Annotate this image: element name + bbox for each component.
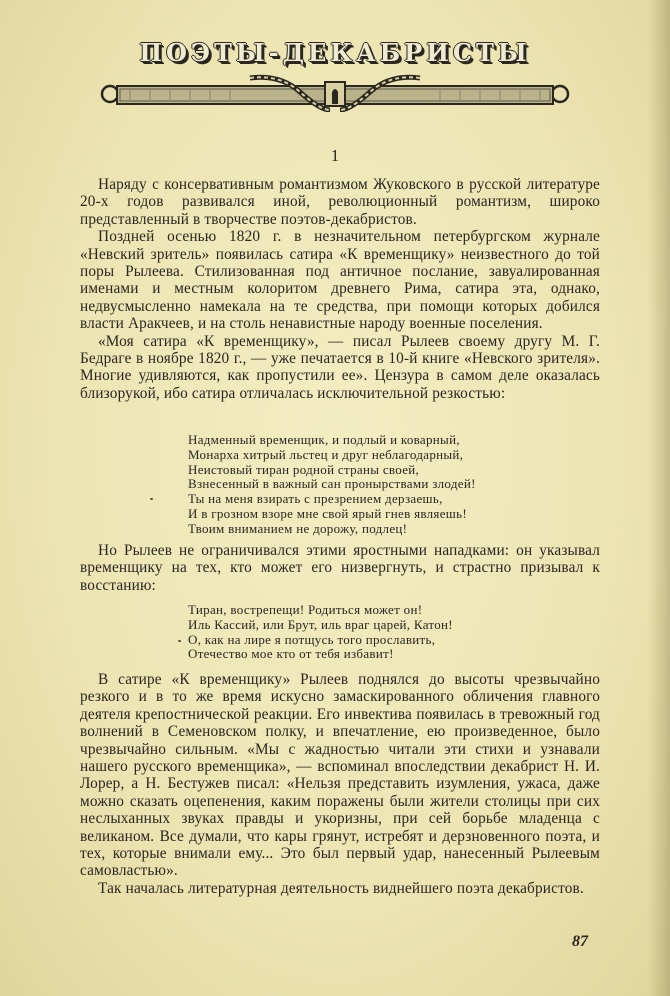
verse-quote-2 xyxy=(188,603,453,662)
verse-line: И в грозном взоре мне свой ярый гнев являешь! xyxy=(188,505,467,521)
verse-line: Неистовый тиран родной страны своей, xyxy=(188,461,420,477)
body-text-part-3 xyxy=(80,671,600,897)
verse-line: Взнесенный в важный сан пронырствами злодей! xyxy=(188,476,476,492)
paragraph: В сатире «К временщику» Рылеев поднялся до высоты чрезвычайно резкого и в то же время искусно замаскированного обличения главного деятеля крепостнической реакции. Его инвектива появилась в тревожный год волнений в Семеновском полку, и впечатление, ею произведенное, было чрезвычайно сильным. «Мы с жадностью читали эти стихи и узнавали нашего русского временщика», — вспоминал впоследствии декабрист Н. И. Лорер, а Н. Бестужев писал: «Нельзя представить изумления, ужаса, даже можно сказать оцепенения, каким поражены были жители столицы при сих неслыханных звуках правды и укоризны, при сей борьбе младенца с великаном. Все думали, что кары грянут, истребят и дерзновенного поэта, и тех, которые внимали ему... Это был первый удар, нанесенный Рылеевым самовластью». xyxy=(80,671,600,880)
paragraph: Наряду с консервативным романтизмом Жуковского в русской литературе 20-х годов развивался иной, революционный романтизм, широко представленный в творчестве поэтов-декабристов. xyxy=(80,176,600,228)
verse-line: Тиран, вострепещи! Родиться может он! xyxy=(188,602,423,617)
verse-line: Отечество мое кто от тебя избавит! xyxy=(188,646,394,662)
laurel-garland-banner-icon xyxy=(100,70,570,112)
paragraph: Но Рылеев не ограничивался этими яростными нападками: он указывал временщику на тех, кто может его низвергнуть, и страстно призывал к восстанию: xyxy=(80,542,600,594)
paragraph: Поздней осенью 1820 г. в незначительном петербургском журнале «Невский зритель» появилась сатира «К временщику» неизвестного до той поры Рылеева. Стилизованная под античное послание, завуалированная именами и местным колоритом древнего Рима, сатира эта, однако, недвусмысленно намекала на те средства, при помощи которых добился власти Аракчеев, и на столь ненавистные народу военные поселения. xyxy=(80,228,600,333)
print-speck xyxy=(178,640,181,642)
body-text-part-1 xyxy=(80,176,600,402)
verse-line: Монарха хитрый льстец и друг неблагодарный, xyxy=(188,446,464,462)
page-number: 87 xyxy=(572,933,588,950)
body-text-part-2 xyxy=(80,542,600,594)
verse-line: Надменный временщик, и подлый и коварный, xyxy=(188,432,460,447)
verse-line: Ты на меня взирать с презрением дерзаешь, xyxy=(188,491,443,507)
section-number: 1 xyxy=(330,146,340,165)
verse-quote-1 xyxy=(188,433,476,537)
chapter-header-title: ПОЭТЫ-ДЕКАБРИСТЫ xyxy=(139,38,531,67)
paragraph: Так началась литературная деятельность виднейшего поэта декабристов. xyxy=(98,879,584,897)
print-speck xyxy=(150,498,153,500)
verse-line: О, как на лире я потщусь того прославить, xyxy=(188,631,436,647)
verse-line: Твоим вниманием не дорожу, подлец! xyxy=(188,520,408,536)
verse-line: Иль Кассий, или Брут, иль враг царей, Катон! xyxy=(188,616,453,632)
paragraph: «Моя сатира «К временщику», — писал Рылеев своему другу М. Г. Бедраге в ноябре 1820 г., — уже печатается в 10-й книге «Невского зрителя». Многие удивляются, как пропустили ее». Цензура в самом деле оказалась близорукой, ибо сатира отличалась исключительной резкостью: xyxy=(80,332,600,402)
